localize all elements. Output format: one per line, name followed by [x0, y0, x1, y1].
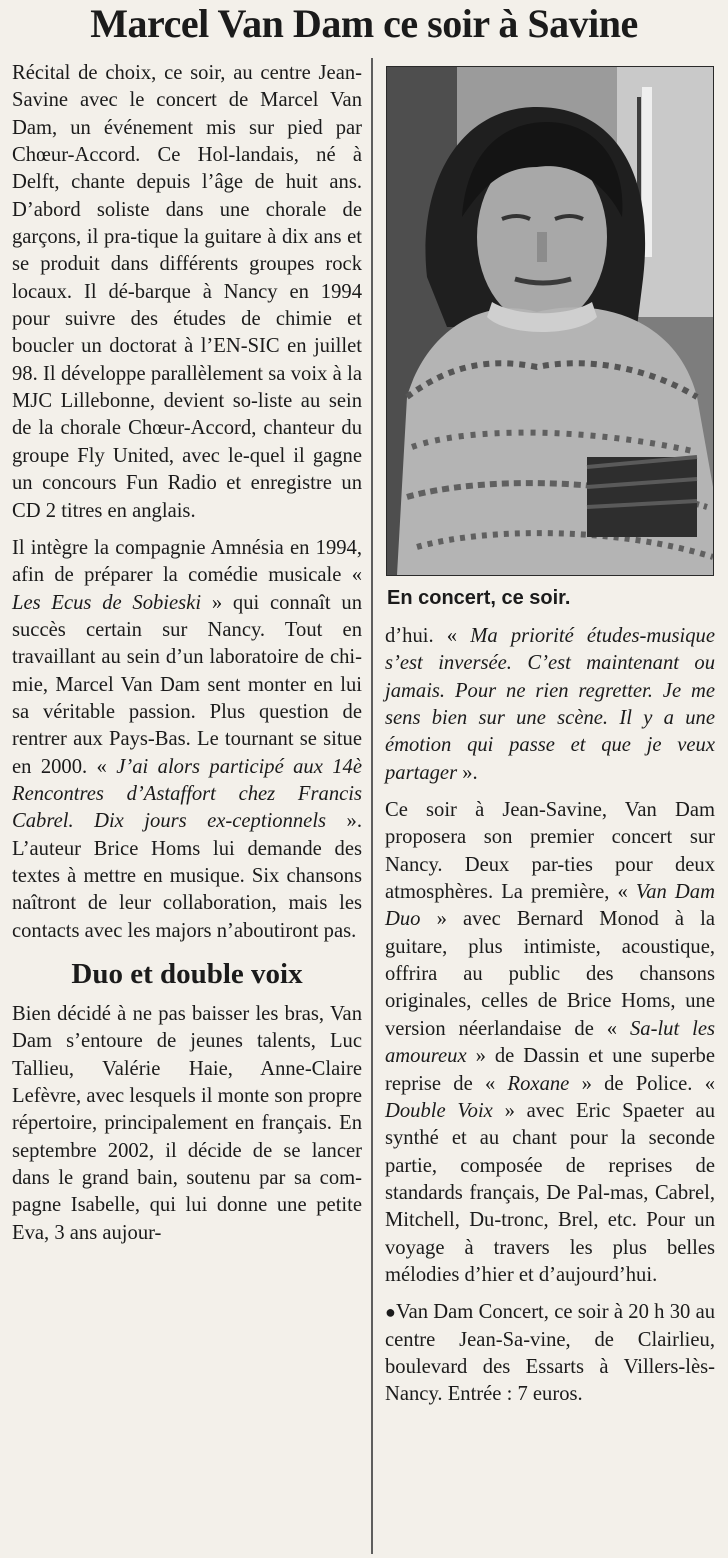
subheading: Duo et double voix — [71, 958, 303, 990]
left-column — [12, 60, 362, 1247]
photo-illustration — [387, 67, 713, 575]
text-run: Ce soir à Jean-Savine, Van Dam proposera son premier concert sur Nancy. Deux par-ties pour deux atmosphères. La première, « — [385, 799, 715, 904]
text-run-italic: Sa-lut les amoureux — [385, 1017, 715, 1068]
text-run: » de Dassin et une superbe reprise de « — [385, 1045, 715, 1095]
text-run: Van Dam Concert, ce soir à 20 h 30 au centre Jean-Sa-vine, de Clairlieu, boulevard des Essarts à Villers-lès-Nancy. Entrée : 7 euros. — [385, 1301, 716, 1406]
text-run: d’hui. « — [385, 625, 471, 647]
text-run: » qui connaît un succès certain sur Nancy. Tout en travaillant au sein d’un laboratoire de chi-mie, Marcel Van Dam sent monter en lui sa véritable passion. Plus question de rentrer aux Pays-Bas. Le tournant se situe en 2000. « — [12, 591, 362, 778]
text-run: » avec Bernard Monod à la guitare, plus intimiste, acoustique, offrira au public des chansons originales, celles de Brice Homs, une version néerlandaise de « — [385, 908, 715, 1040]
bullet-icon: ● — [385, 1302, 396, 1323]
text-run-italic: Les Ecus de Sobieski — [12, 591, 202, 614]
article-headline: Marcel Van Dam ce soir à Savine — [90, 1, 638, 46]
text-run: » de Police. « — [569, 1072, 715, 1095]
quote-italic: Ma priorité études-musique s’est inversée. C’est maintenant ou jamais. Pour ne rien regretter. Je me sens bien sur une scène. Il y a une émotion qui passe et que je veux partager — [385, 625, 715, 784]
paragraph-practical-info — [385, 1299, 715, 1408]
column-divider — [371, 58, 373, 1554]
right-column — [385, 623, 715, 1409]
photo-caption: En concert, ce soir. — [387, 587, 571, 609]
portrait-photo — [386, 66, 714, 576]
text-run: ». — [457, 761, 478, 784]
text-run-italic: Roxane — [507, 1072, 570, 1095]
paragraph-concert — [385, 797, 715, 1289]
paragraph-quote — [385, 623, 715, 787]
text-run: ». L’auteur Brice Homs lui demande des textes à mettre en musique. Six chansons naîtront de leur collaboration, mais les contacts avec les majors n’aboutiront pas. — [12, 810, 362, 942]
text-run: Il intègre la compagnie Amnésia en 1994, afin de préparer la comédie musicale « — [12, 536, 362, 587]
paragraph-duo: Bien décidé à ne pas baisser les bras, Van Dam s’entoure de jeunes talents, Luc Tallieu, Valérie Haie, Anne-Claire Lefèvre, avec lesquels il monte son propre répertoire, principalement en français. En septembre 2002, il décide de se lancer dans le grand bain, soutenu par sa com-pagne Isabelle, qui lui donne une petite Eva, 3 ans aujour- — [12, 1003, 362, 1244]
text-run-italic: Double Voix — [385, 1099, 493, 1122]
text-run: » avec Eric Spaeter au synthé et au chant pour la seconde partie, composée de reprises de standards français, De Pal-mas, Cabrel, Mitchell, Du-tronc, Brel, etc. Pour un voyage à travers les plus belles mélodies d’hier et d’aujourd’hui. — [385, 1099, 716, 1286]
text-run-italic: Van Dam Duo — [385, 881, 715, 931]
paragraph-intro: Récital de choix, ce soir, au centre Jean-Savine avec le concert de Marcel Van Dam, un événement mis sur pied par Chœur-Accord. Ce Hol-landais, né à Delft, chante depuis l’âge de huit ans. D’abord soliste dans une chorale de garçons, il pra-tique la guitare à dix ans et se produit dans différents groupes rock locaux. Il dé-barque à Nancy en 1994 pour suivre des études de chimie et boucler un doctorat à l’EN-SIC en juillet 98. Il développe parallèlement sa voix à la MJC Lillebonne, devient so-liste au sein de la chorale Chœur-Accord, chanteur du groupe Fly United, avec le-quel il gagne un concours Fun Radio et enregistre un CD 2 titres en anglais. — [12, 62, 362, 522]
quote-italic: J’ai alors participé aux 14è Rencontres d’Astaffort chez Francis Cabrel. Dix jours ex-ceptionnels — [12, 755, 362, 833]
paragraph-career — [12, 535, 362, 945]
